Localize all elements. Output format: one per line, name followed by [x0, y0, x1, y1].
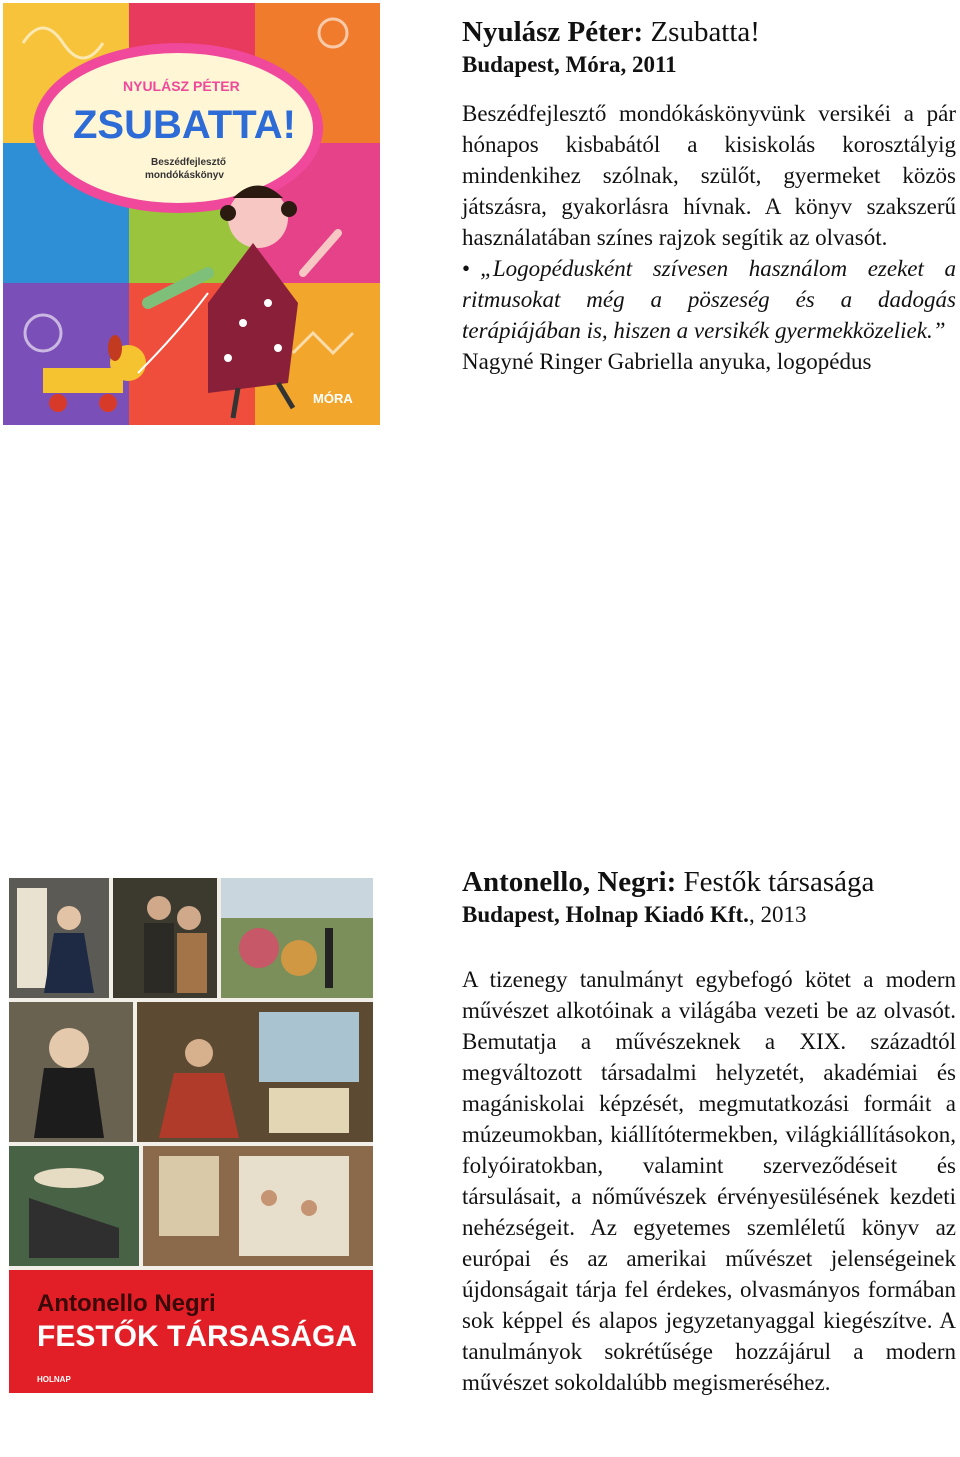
book-publisher-year: , 2013: [748, 902, 807, 927]
book-entry-zsubatta: [462, 14, 956, 377]
book-author: Antonello, Negri:: [462, 866, 677, 898]
book-entry-festok-tarsasaga: [462, 864, 956, 1398]
cover-author-text: NYULÁSZ PÉTER: [123, 78, 240, 94]
cover-publisher-text: MÓRA: [313, 391, 353, 406]
book-title: Zsubatta!: [650, 16, 760, 48]
cover2-title-text: FESTŐK TÁRSASÁGA: [37, 1320, 358, 1353]
book-publisher: [462, 900, 956, 930]
cover2-author-text: Antonello Negri: [37, 1290, 216, 1317]
book-title-line: [462, 14, 956, 50]
book-description: Beszédfejlesztő mondókáskönyvünk versikéi a pár hónapos kisbabától a kisiskolás korosztályig mindenkihez szólnak, szülőt, gyermeket közös játszásra, gyakorlásra hívnak. A könyv szakszerű használatában színes rajzok segítik az olvasót.: [462, 101, 956, 250]
zsubatta-cover-illustration: [3, 3, 380, 425]
cover-subtitle-line2: mondókáskönyv: [145, 170, 224, 181]
quote-author: Nagyné Ringer Gabriella anyuka, logopédus: [462, 349, 872, 374]
book-cover-zsubatta: [3, 3, 380, 425]
cover-title-text: ZSUBATTA!: [73, 103, 296, 147]
book-author: Nyulász Péter:: [462, 16, 644, 48]
book-title: Festők társasága: [683, 866, 875, 898]
book-quote: [462, 253, 956, 346]
festok-cover-collage: [9, 878, 373, 1393]
cover-subtitle-line1: Beszédfejlesztő: [151, 157, 227, 168]
book-description: A tizenegy tanulmányt egybefogó kötet a modern művészet alkotóinak a világába vezeti be az olvasót. Bemutatja a művészeknek a XIX. századtól megváltozott társadalmi helyzetét, akadémiai és magániskolai képzését, megmutatkozási formáit a múzeumokban, kiállítótermekben, világkiállításokon, folyóiratokban, valamint szerveződéseit és társulásait, a nőművészek érvényesülésének kezdeti nehézségeit. Az egyetemes szemléletű könyv az európai és az amerikai művészet jelenségeinek újdonságait tárja fel érdekes, olvasmányos formában sok képpel és alapos jegyzetanyaggal kiegészítve. A tanulmányok sokrétűsége hozzájárul a modern művészet sokoldalúbb megismeréséhez.: [462, 967, 956, 1395]
bullet-glyph: •: [462, 256, 471, 281]
book-cover-festok-tarsasaga: [9, 878, 373, 1393]
book-title-line: [462, 864, 956, 900]
book-quote-text: „Logopédusként szívesen használom ezeket a ritmusokat még a pöszeség és a dadogás terápiájában is, hiszen a versikék gyermekközeliek.”: [462, 256, 956, 343]
book-publisher: Budapest, Móra, 2011: [462, 52, 677, 77]
book-publisher-name: Budapest, Holnap Kiadó Kft.: [462, 902, 749, 927]
cover2-publisher-text: HOLNAP: [37, 1375, 71, 1384]
